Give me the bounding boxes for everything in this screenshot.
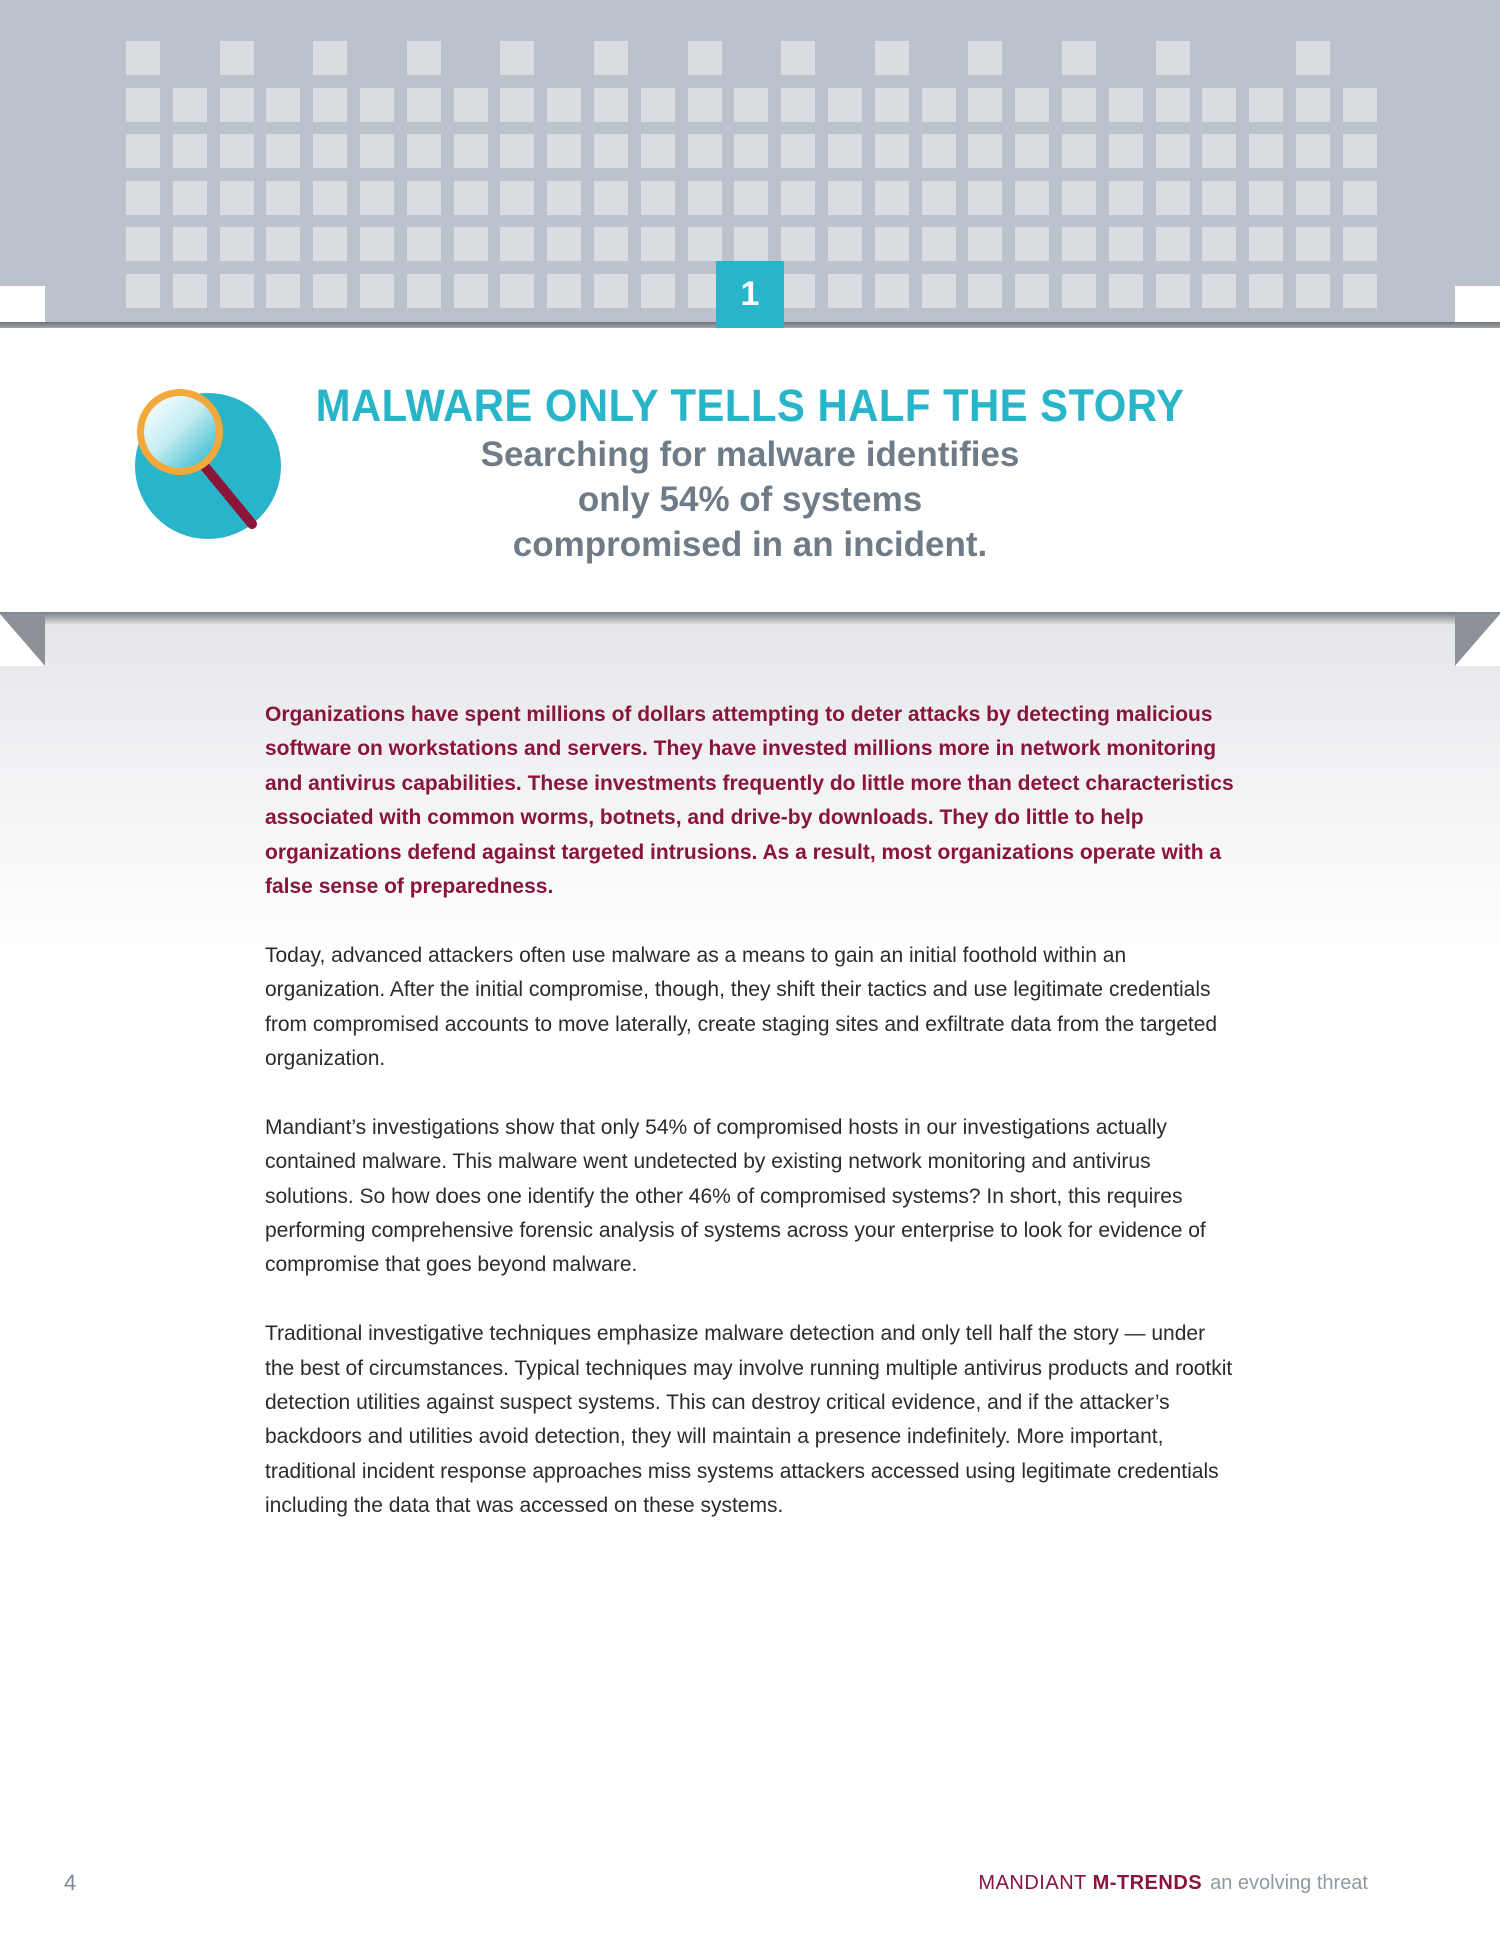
grid-square <box>641 227 675 261</box>
grid-square <box>500 88 534 122</box>
footer-tagline: an evolving threat <box>1210 1872 1368 1894</box>
grid-square <box>360 274 394 308</box>
grid-square <box>126 88 160 122</box>
grid-square <box>734 88 768 122</box>
grid-square <box>407 181 441 215</box>
grid-square <box>1156 88 1190 122</box>
grid-square <box>313 134 347 168</box>
grid-square <box>266 274 300 308</box>
grid-square <box>454 227 488 261</box>
chapter-number-badge: 1 <box>716 261 784 328</box>
grid-square <box>1202 274 1236 308</box>
grid-square <box>781 181 815 215</box>
grid-square <box>1249 181 1283 215</box>
grid-square <box>266 227 300 261</box>
grid-square <box>1249 134 1283 168</box>
grid-square <box>407 227 441 261</box>
grid-square <box>266 134 300 168</box>
grid-square <box>641 274 675 308</box>
grid-square <box>173 181 207 215</box>
grid-square <box>1202 134 1236 168</box>
grid-square <box>500 134 534 168</box>
grid-square <box>968 41 1002 75</box>
grid-square <box>1156 181 1190 215</box>
grid-square <box>734 134 768 168</box>
grid-square <box>500 41 534 75</box>
grid-square <box>1249 274 1283 308</box>
brand-name: M-TRENDS <box>1092 1872 1203 1894</box>
page-number: 4 <box>64 1870 77 1895</box>
running-footer <box>978 1872 1368 1895</box>
grid-square <box>968 134 1002 168</box>
grid-square <box>407 134 441 168</box>
grid-square <box>922 274 956 308</box>
grid-square <box>266 181 300 215</box>
grid-square <box>1249 227 1283 261</box>
brand-prefix: MANDIANT <box>978 1872 1087 1894</box>
grid-square <box>547 88 581 122</box>
grid-square <box>500 274 534 308</box>
grid-square <box>594 41 628 75</box>
grid-square <box>688 41 722 75</box>
grid-square <box>126 274 160 308</box>
grid-square <box>875 181 909 215</box>
grid-square <box>828 181 862 215</box>
grid-square <box>126 134 160 168</box>
grid-square <box>1296 88 1330 122</box>
grid-square <box>500 227 534 261</box>
grid-square <box>313 274 347 308</box>
grid-square <box>1202 227 1236 261</box>
grid-square <box>173 134 207 168</box>
grid-square <box>1202 88 1236 122</box>
grid-square <box>547 134 581 168</box>
grid-square <box>594 134 628 168</box>
grid-square <box>126 41 160 75</box>
grid-square <box>1296 181 1330 215</box>
grid-square <box>875 41 909 75</box>
body-text <box>265 698 1240 1558</box>
grid-square <box>688 181 722 215</box>
grid-square <box>1343 274 1377 308</box>
grid-square <box>407 41 441 75</box>
grid-square <box>454 134 488 168</box>
grid-square <box>173 88 207 122</box>
grid-square <box>641 88 675 122</box>
brand-label <box>978 1872 1202 1894</box>
grid-square <box>360 134 394 168</box>
grid-square <box>922 134 956 168</box>
lead-paragraph: Organizations have spent millions of dollars attempting to deter attacks by detecting malicious software on workstations and servers. They have invested millions more in network monitoring and antivirus capabilities. These investments frequently do little more than detect characteristics associated with common worms, botnets, and drive-by downloads. They do little to help organizations defend against targeted intrusions. As a result, most organizations operate with a false sense of preparedness. <box>265 703 1234 899</box>
grid-square <box>500 181 534 215</box>
body-paragraph: Today, advanced attackers often use malware as a means to gain an initial foothold within an organization. After the initial compromise, though, they shift their tactics and use legitimate credentials from compromised accounts to move laterally, create staging sites and exfiltrate data from the targeted organization. <box>265 943 1218 1071</box>
grid-square <box>1109 227 1143 261</box>
ribbon-bottom-edge <box>0 612 1500 624</box>
grid-square <box>126 227 160 261</box>
grid-square <box>828 274 862 308</box>
grid-square <box>547 274 581 308</box>
grid-square <box>220 274 254 308</box>
subtitle-line: compromised in an incident. <box>512 525 988 564</box>
grid-square <box>734 227 768 261</box>
grid-square <box>1296 41 1330 75</box>
grid-square <box>828 134 862 168</box>
grid-square <box>1015 181 1049 215</box>
grid-square <box>1015 227 1049 261</box>
grid-square <box>1343 134 1377 168</box>
grid-square <box>828 88 862 122</box>
grid-square <box>875 88 909 122</box>
grid-square <box>781 134 815 168</box>
grid-square <box>360 88 394 122</box>
grid-square <box>1109 181 1143 215</box>
grid-square <box>781 274 815 308</box>
grid-square <box>1109 134 1143 168</box>
grid-square <box>688 227 722 261</box>
grid-square <box>688 88 722 122</box>
grid-square <box>1343 88 1377 122</box>
subtitle-line: only 54% of systems <box>577 480 923 519</box>
grid-square <box>126 181 160 215</box>
grid-square <box>968 88 1002 122</box>
grid-square <box>220 181 254 215</box>
grid-square <box>922 181 956 215</box>
grid-square <box>1296 134 1330 168</box>
grid-square <box>313 227 347 261</box>
grid-square <box>547 181 581 215</box>
grid-square <box>688 134 722 168</box>
grid-square <box>454 181 488 215</box>
body-paragraph: Mandiant’s investigations show that only 54% of compromised hosts in our investigations actually contained malware. This malware went undetected by existing network monitoring and antivirus solutions. So how does one identify the other 46% of compromised systems? In short, this requires performing comprehensive forensic analysis of systems across your enterprise to look for evidence of compromise that goes beyond malware. <box>265 1115 1206 1277</box>
subtitle-line: Searching for malware identifies <box>480 435 1020 474</box>
grid-square <box>781 41 815 75</box>
grid-square <box>922 88 956 122</box>
grid-square <box>173 274 207 308</box>
grid-square <box>1249 88 1283 122</box>
grid-square <box>594 88 628 122</box>
grid-square <box>1109 88 1143 122</box>
body-paragraph: Traditional investigative techniques emphasize malware detection and only tell half the story — under the best of circumstances. Typical techniques may involve running multiple antivirus products and rootkit detection utilities against suspect systems. This can destroy critical evidence, and if the attacker’s backdoors and utilities avoid detection, they will maintain a presence indefinitely. More important, traditional incident response approaches miss systems attackers accessed using legitimate credentials including the data that was accessed on these systems. <box>265 1322 1233 1518</box>
grid-square <box>220 88 254 122</box>
grid-square <box>1015 274 1049 308</box>
grid-square <box>641 134 675 168</box>
grid-square <box>1015 88 1049 122</box>
grid-square <box>313 88 347 122</box>
grid-square <box>1062 134 1096 168</box>
grid-square <box>173 227 207 261</box>
grid-square <box>313 181 347 215</box>
grid-square <box>407 274 441 308</box>
grid-square <box>781 227 815 261</box>
grid-square <box>641 181 675 215</box>
grid-square <box>1156 41 1190 75</box>
grid-square <box>875 227 909 261</box>
grid-square <box>968 274 1002 308</box>
grid-square <box>1343 227 1377 261</box>
chapter-subtitle <box>400 432 1100 567</box>
grid-square <box>220 41 254 75</box>
magnifying-glass-icon <box>126 384 286 544</box>
grid-square <box>1062 227 1096 261</box>
ribbon-fold-left <box>0 614 45 666</box>
grid-square <box>407 88 441 122</box>
grid-square <box>454 274 488 308</box>
grid-square <box>734 181 768 215</box>
grid-square <box>266 88 300 122</box>
grid-square <box>1156 227 1190 261</box>
grid-square <box>360 227 394 261</box>
grid-square <box>594 181 628 215</box>
grid-square <box>1343 181 1377 215</box>
grid-square <box>1109 274 1143 308</box>
ribbon-fold-right <box>1455 614 1500 666</box>
grid-square <box>968 181 1002 215</box>
grid-square <box>1062 41 1096 75</box>
grid-square <box>875 274 909 308</box>
grid-square <box>360 181 394 215</box>
grid-square <box>875 134 909 168</box>
grid-square <box>922 227 956 261</box>
grid-square <box>454 88 488 122</box>
grid-square <box>220 227 254 261</box>
grid-square <box>968 227 1002 261</box>
grid-square <box>1062 181 1096 215</box>
grid-square <box>828 227 862 261</box>
grid-square <box>594 227 628 261</box>
grid-square <box>220 134 254 168</box>
grid-square <box>1156 274 1190 308</box>
grid-square <box>1296 227 1330 261</box>
chapter-title: MALWARE ONLY TELLS HALF THE STORY <box>315 380 1185 431</box>
grid-square <box>1202 181 1236 215</box>
grid-square <box>1296 274 1330 308</box>
grid-square <box>1062 274 1096 308</box>
grid-square <box>313 41 347 75</box>
grid-square <box>781 88 815 122</box>
grid-square <box>1156 134 1190 168</box>
grid-square <box>1062 88 1096 122</box>
grid-square <box>594 274 628 308</box>
grid-square <box>1015 134 1049 168</box>
grid-square <box>547 227 581 261</box>
